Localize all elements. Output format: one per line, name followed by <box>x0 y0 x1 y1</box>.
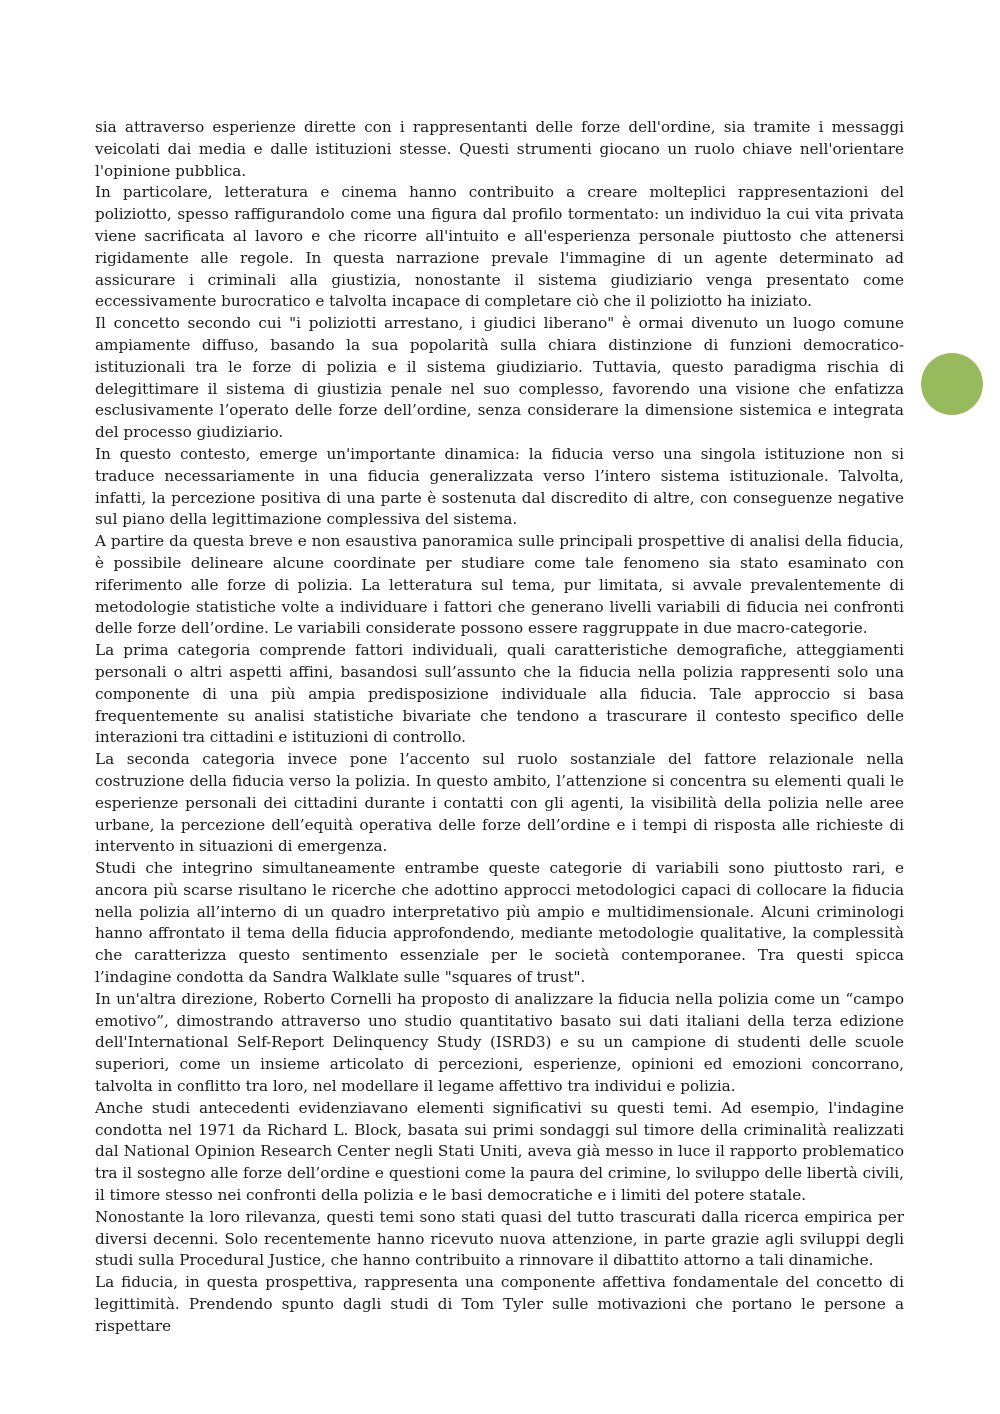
green-circle-marker <box>921 353 983 415</box>
paragraph: La prima categoria comprende fattori individuali, quali caratteristiche demografiche, atteggiamenti personali o altri aspetti affini, basandosi sull’assunto che la fiducia nella polizia rappresenti solo una componente di una più ampia predisposizione individuale alla fiducia. Tale approccio si basa frequentemente su analisi statistiche bivariate che tendono a trascurare il contesto specifico delle interazioni tra cittadini e istituzioni di controllo. <box>95 641 904 747</box>
paragraph: La fiducia, in questa prospettiva, rappresenta una componente affettiva fondamentale del concetto di legittimità. Prendendo spunto dagli studi di Tom Tyler sulle motivazioni che portano le persone a rispettare <box>95 1273 904 1335</box>
paragraph: Il concetto secondo cui "i poliziotti arrestano, i giudici liberano" è ormai divenuto un luogo comune ampiamente diffuso, basando la sua popolarità sulla chiara distinzione di funzioni democratico-istituzionali tra le forze di polizia e il sistema giudiziario. Tuttavia, questo paradigma rischia di delegittimare il sistema di giustizia penale nel suo complesso, favorendo una visione che enfatizza esclusivamente l’operato delle forze dell’ordine, senza considerare la dimensione sistemica e integrata del processo giudiziario. <box>95 314 904 442</box>
paragraph: In particolare, letteratura e cinema hanno contribuito a creare molteplici rappresentazioni del poliziotto, spesso raffigurandolo come una figura dal profilo tormentato: un individuo la cui vita privata viene sacrificata al lavoro e che ricorre all'intuito e all'esperienza personale piuttosto che attenersi rigidamente alle regole. In questa narrazione prevale l'immagine di un agente determinato ad assicurare i criminali alla giustizia, nonostante il sistema giudiziario venga presentato come eccessivamente burocratico e talvolta incapace di completare ciò che il poliziotto ha iniziato. <box>95 183 904 311</box>
body-text <box>95 117 904 1338</box>
paragraph: La seconda categoria invece pone l’accento sul ruolo sostanziale del fattore relazionale nella costruzione della fiducia verso la polizia. In questo ambito, l’attenzione si concentra su elementi quali le esperienze personali dei cittadini durante i contatti con gli agenti, la visibilità della polizia nelle aree urbane, la percezione dell’equità operativa delle forze dell’ordine e i tempi di risposta alle richieste di intervento in situazioni di emergenza. <box>95 750 904 856</box>
paragraph: In un'altra direzione, Roberto Cornelli ha proposto di analizzare la fiducia nella polizia come un “campo emotivo”, dimostrando attraverso uno studio quantitativo basato sui dati italiani della terza edizione dell'International Self-Report Delinquency Study (ISRD3) e su un campione di studenti delle scuole superiori, come un insieme articolato di percezioni, esperienze, opinioni ed emozioni concorrano, talvolta in conflitto tra loro, nel modellare il legame affettivo tra individui e polizia. <box>95 989 904 1096</box>
paragraph: sia attraverso esperienze dirette con i rappresentanti delle forze dell'ordine, sia tramite i messaggi veicolati dai media e dalle istituzioni stesse. Questi strumenti giocano un ruolo chiave nell'orientare l'opinione pubblica. <box>95 118 904 180</box>
paragraph: In questo contesto, emerge un'importante dinamica: la fiducia verso una singola istituzione non si traduce necessariamente in una fiducia generalizzata verso l’intero sistema istituzionale. Talvolta, infatti, la percezione positiva di una parte è sostenuta dal discredito di altre, con conseguenze negative sul piano della legittimazione complessiva del sistema. <box>95 444 904 529</box>
paragraph: Studi che integrino simultaneamente entrambe queste categorie di variabili sono piuttosto rari, e ancora più scarse risultano le ricerche che adottino approcci metodologici capaci di collocare la fiducia nella polizia all’interno di un quadro interpretativo più ampio e multidimensionale. Alcuni criminologi hanno affrontato il tema della fiducia approfondendo, mediante metodologie qualitative, la complessità che caratterizza questo sentimento essenziale per le società contemporanee. Tra questi spicca l’indagine condotta da Sandra Walklate sulle "squares of trust". <box>95 859 904 987</box>
paragraph: Nonostante la loro rilevanza, questi temi sono stati quasi del tutto trascurati dalla ricerca empirica per diversi decenni. Solo recentemente hanno ricevuto nuova attenzione, in parte grazie agli sviluppi degli studi sulla Procedural Justice, che hanno contribuito a rinnovare il dibattito attorno a tali dinamiche. <box>95 1207 904 1270</box>
paragraph: A partire da questa breve e non esaustiva panoramica sulle principali prospettive di analisi della fiducia, è possibile delineare alcune coordinate per studiare come tale fenomeno sia stato esaminato con riferimento alle forze di polizia. La letteratura sul tema, pur limitata, si avvale prevalentemente di metodologie statistiche volte a individuare i fattori che generano livelli variabili di fiducia nei confronti delle forze dell’ordine. Le variabili considerate possono essere raggruppate in due macro-categorie. <box>95 532 904 638</box>
paragraph: Anche studi antecedenti evidenziavano elementi significativi su questi temi. Ad esempio, l'indagine condotta nel 1971 da Richard L. Block, basata sui primi sondaggi sul timore della criminalità realizzati dal National Opinion Research Center negli Stati Uniti, aveva già messo in luce il rapporto problematico tra il sostegno alle forze dell’ordine e questioni come la paura del crimine, lo sviluppo delle libertà civili, il timore stesso nei confronti della polizia e le basi democratiche e i limiti del potere statale. <box>95 1098 904 1205</box>
